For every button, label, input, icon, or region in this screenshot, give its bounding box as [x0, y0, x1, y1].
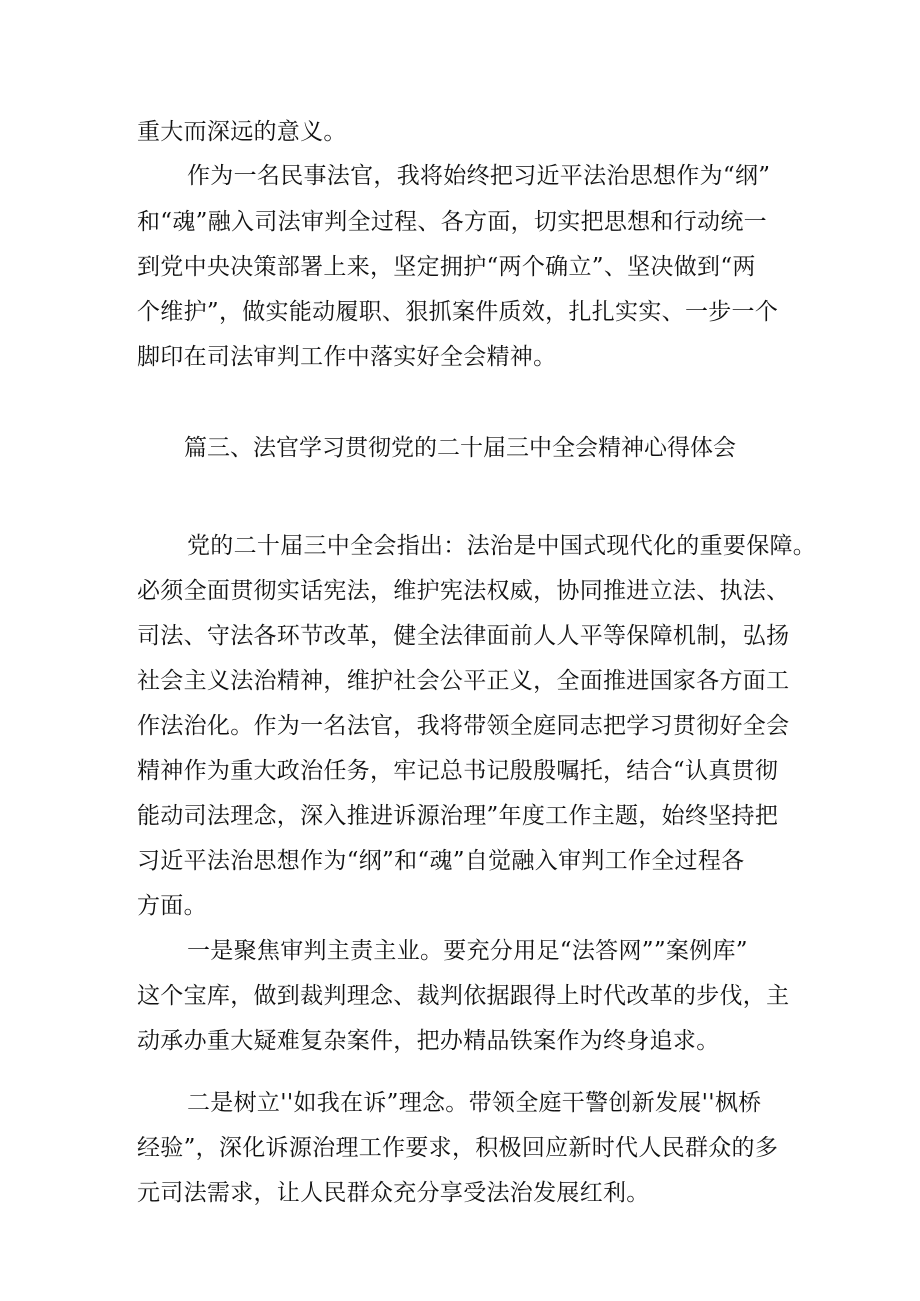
text-line: 脚印在司法审判工作中落实好全会精神。: [137, 344, 557, 370]
text-line: 社会主义法治精神，维护社会公平正义，全面推进国家各方面工: [137, 668, 790, 694]
text-line: 和“魂”融入司法审判全过程、各方面，切实把思想和行动统一: [137, 209, 767, 235]
section-heading: 篇三、法官学习贯彻党的二十届三中全会精神心得体会: [184, 435, 736, 461]
text-line: 方面。: [137, 893, 207, 919]
text-line: 党的二十届三中全会指出：法治是中国式现代化的重要保障。: [187, 533, 817, 559]
text-line: 司法、守法各环节改革，健全法律面前人人平等保障机制，弘扬: [137, 623, 790, 649]
text-line: 这个宝库，做到裁判理念、裁判依据跟得上时代改革的步伐，主: [137, 983, 790, 1009]
text-line: 到党中央决策部署上来，坚定拥护“两个确立”、坚决做到“两: [137, 254, 756, 280]
text-line: 个维护”，做实能动履职、狠抓案件质效，扎扎实实、一步一个: [137, 299, 779, 325]
text-line: 重大而深远的意义。: [137, 119, 347, 145]
text-line: 精神作为重大政治任务，牢记总书记殷殷嘱托，结合“认真贯彻: [137, 758, 779, 784]
text-line: 二是树立''如我在诉”理念。带领全庭干警创新发展''枫桥: [187, 1090, 762, 1116]
text-line: 一是聚焦审判主责主业。要充分用足“法答网””案例库”: [187, 938, 748, 964]
text-line: 能动司法理念，深入推进诉源治理”年度工作主题，始终坚持把: [137, 803, 779, 829]
text-line: 动承办重大疑难复杂案件，把办精品铁案作为终身追求。: [137, 1028, 720, 1054]
text-line: 作法治化。作为一名法官，我将带领全庭同志把学习贯彻好全会: [137, 713, 790, 739]
text-line: 必须全面贯彻实话宪法，维护宪法权威，协同推进立法、执法、: [137, 578, 790, 604]
text-line: 经验”，深化诉源治理工作要求，积极回应新时代人民群众的多: [137, 1135, 779, 1161]
text-line: 元司法需求，让人民群众充分享受法治发展红利。: [137, 1180, 650, 1206]
text-line: 作为一名民事法官，我将始终把习近平法治思想作为“纲”: [187, 163, 771, 189]
text-line: 习近平法治思想作为“纲”和“魂”自觉融入审判工作全过程各: [137, 848, 745, 874]
